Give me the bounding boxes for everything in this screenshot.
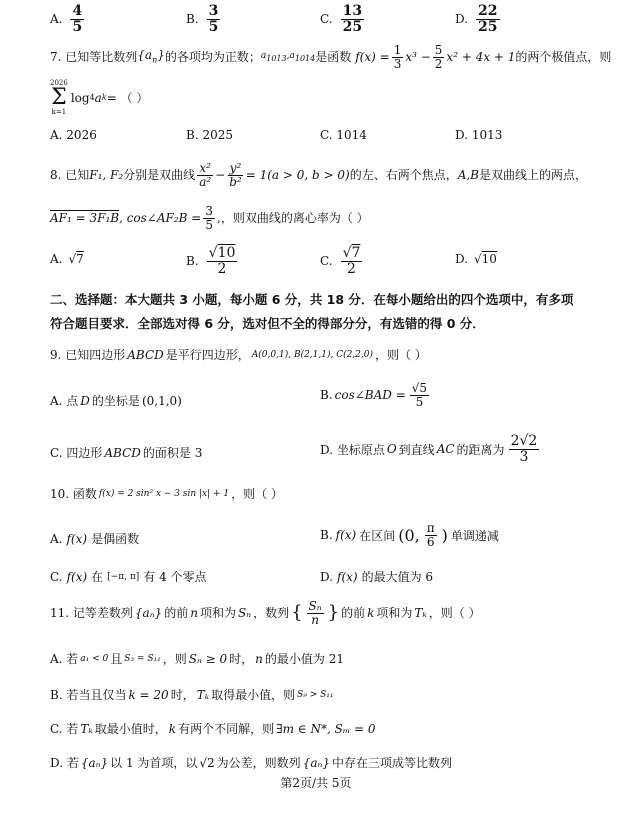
q11-option-c: C. 若 Tₖ 取最小值时， k 有两个不同解，则 ∃m ∈ N*, Sₘ = 0	[50, 721, 376, 736]
q9-stem: 9. 已知四边形 ABCD 是平行四边形， A(0,0,1), B(2,1,1), C(2,2,0) ，则（ ）	[50, 348, 427, 362]
q8-condition: AF₁ = 3F₁B , cos∠AF₂B = $\frac{3}{5}$ ,，则双曲线的离心率为（ ）	[50, 204, 369, 232]
q7-option-d: D. 1013	[455, 128, 503, 142]
q7-expression: 2026 Σ k=1 log 4 a k = （ ）	[50, 79, 149, 116]
section-2-instructions-1: 二、选择题：本大题共 3 小题，每小题 6 分，共 18 分．在每小题给出的四个选项中，有多项	[50, 292, 574, 307]
q7-option-b: B. 2025	[186, 128, 233, 142]
q7-stem: 7. 已知等比数列 $\{a_n\}$ 的各项均为正数； $a_{1013},a_{1014}$ 是函数 f(x) = $\frac{1}{3}$ x³ − $\frac{5}{2}$ x² + 4x + 1 的两个极值点，则	[50, 43, 612, 71]
q11-option-b: B. 若当且仅当 k = 20 时， Tₖ 取得最小值，则 S₉ > S₁₁	[50, 687, 334, 702]
q10-option-c: C. f(x) 在 [−π, π] 有 4 个零点	[50, 569, 207, 584]
q6-option-a: A. $\frac{4}{5}$	[50, 3, 83, 35]
q8-option-c: C. $\frac{√7}{2}$	[320, 245, 361, 277]
q6-option-d: D. $\frac{22}{25}$	[455, 3, 498, 35]
q11-option-d: D. 若 {aₙ} 以 1 为首项，以 √2 为公差，则数列 {aₙ} 中存在三项成等比数列	[50, 755, 452, 770]
q7-option-a: A. 2026	[50, 128, 97, 142]
q8-stem: 8. 已知 F₁, F₂ 分别是双曲线 $\frac{\text{x²}}{\text{a²}}$ − $\frac{\text{y²}}{\text{b²}}$ = 1(a > 0, b > 0) 的左、右两个焦点， A,B 是双曲线上的两点，	[50, 161, 588, 189]
q8-option-d: D. √10	[455, 252, 497, 266]
q6-d-fraction: $\frac{22}{25}$	[478, 3, 498, 35]
q10-option-b: B. f(x) 在区间 (0, $\frac{\pi}{6}$ ) 单调递减	[320, 521, 499, 549]
q9-option-d: D. 坐标原点 O 到直线 AC 的距离为 $\frac{2√2}{3}$	[320, 433, 538, 465]
summation: 2026 Σ k=1	[50, 79, 68, 116]
q6-option-b: B. $\frac{3}{5}$	[186, 3, 219, 35]
q6-option-c: C. $\frac{13}{25}$	[320, 3, 363, 35]
q7-option-c: C. 1014	[320, 128, 367, 142]
q10-option-a: A. f(x) 是偶函数	[50, 531, 140, 546]
q9-option-b: B. cos∠BAD = $\frac{√5}{5}$	[320, 381, 428, 409]
q9-option-c: C. 四边形 ABCD 的面积是 3	[50, 445, 203, 460]
q11-stem: 11. 记等差数列 {aₙ} 的前 n 项和为 Sₙ ，数列 { $\frac{\text{Sₙ}}{n}$ } 的前 k 项和为 Tₖ ，则（ ）	[50, 599, 481, 627]
q10-option-d: D. f(x) 的最大值为 6	[320, 569, 434, 584]
q9-option-a: A. 点 D 的坐标是 (0,1,0)	[50, 393, 182, 408]
section-2-instructions-2: 符合题目要求．全部选对得 6 分，选对但不全的得部分分，有选错的得 0 分．	[50, 316, 485, 331]
q8-option-a: A. √7	[50, 252, 84, 266]
page-footer: 第2页/共 5页	[280, 776, 352, 790]
q11-option-a: A. 若 a₁ < 0 且 S₃ = S₁₁ ，则 Sₙ ≥ 0 时， n 的最小值为 21	[50, 651, 344, 666]
q6-b-fraction: $\frac{3}{5}$	[208, 3, 219, 35]
q6-a-fraction: $\frac{4}{5}$	[72, 3, 83, 35]
q8-option-b: B. $\frac{√10}{2}$	[186, 245, 236, 277]
q6-c-fraction: $\frac{13}{25}$	[342, 3, 363, 35]
q10-stem: 10. 函数 f(x) = 2 sin² x − 3 sin |x| + 1 ，则（ ）	[50, 487, 283, 501]
